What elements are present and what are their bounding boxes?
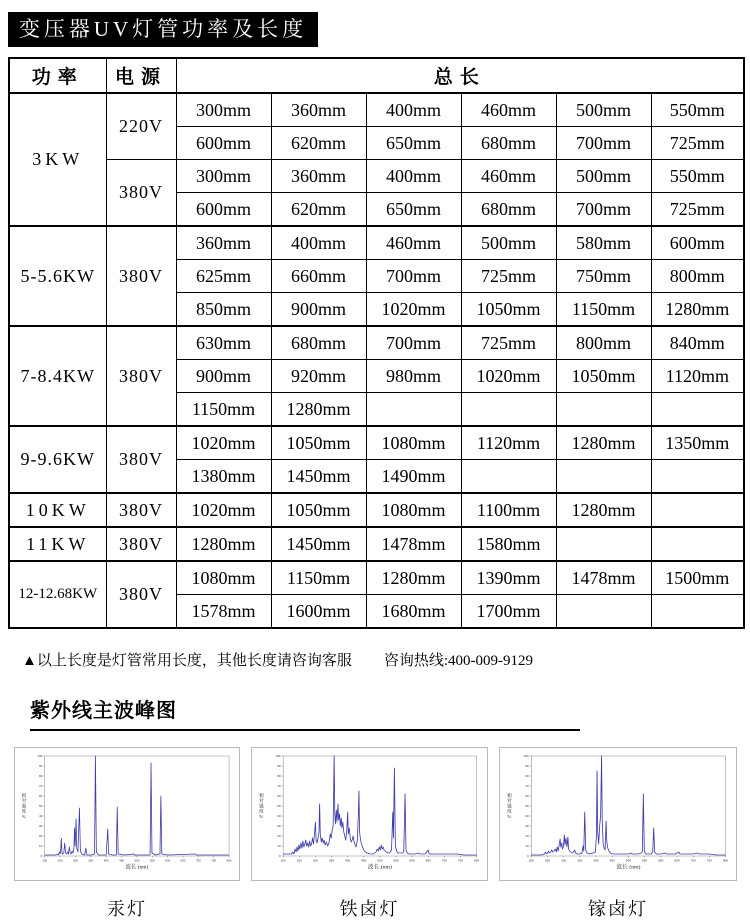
x-tick-label: 750 xyxy=(457,858,464,863)
power-cell: 11KW xyxy=(9,527,106,561)
length-cell: 700mm xyxy=(556,127,651,160)
x-tick-label: 650 xyxy=(425,858,431,863)
length-cell: 460mm xyxy=(461,160,556,193)
x-tick-label: 300 xyxy=(561,858,567,863)
length-cell: 1478mm xyxy=(556,561,651,595)
y-tick-label: 30 xyxy=(38,824,43,829)
y-axis-title-char: % xyxy=(22,813,26,819)
y-tick-label: 60 xyxy=(525,794,529,799)
length-cell: 360mm xyxy=(271,93,366,127)
length-cell: 725mm xyxy=(461,260,556,293)
x-tick-label: 650 xyxy=(180,858,186,863)
header-source: 电源 xyxy=(106,58,176,93)
length-cell: 1150mm xyxy=(271,561,366,595)
x-tick-label: 250 xyxy=(544,858,551,863)
length-cell: 900mm xyxy=(271,293,366,327)
length-cell: 1350mm xyxy=(651,426,744,460)
length-cell xyxy=(556,393,651,427)
length-cell: 725mm xyxy=(461,326,556,360)
table-row xyxy=(9,226,744,260)
length-cell: 1580mm xyxy=(461,527,556,561)
power-cell: 5-5.6KW xyxy=(9,226,106,326)
length-cell: 980mm xyxy=(366,360,461,393)
y-tick-label: 90 xyxy=(525,764,529,769)
y-axis-title-char: 对 xyxy=(507,798,512,804)
y-tick-label: 70 xyxy=(525,784,529,789)
y-tick-label: 10 xyxy=(38,844,43,849)
length-cell: 840mm xyxy=(651,326,744,360)
y-tick-label: 90 xyxy=(277,764,281,769)
spectrum-svg-mercury xyxy=(15,748,239,880)
x-tick-label: 200 xyxy=(280,858,286,863)
length-cell: 1280mm xyxy=(176,527,271,561)
length-cell: 620mm xyxy=(271,193,366,227)
power-cell: 7-8.4KW xyxy=(9,326,106,426)
length-cell: 1280mm xyxy=(366,561,461,595)
length-cell: 1280mm xyxy=(556,493,651,527)
y-tick-label: 20 xyxy=(38,834,43,839)
table-row xyxy=(9,326,744,360)
length-cell: 620mm xyxy=(271,127,366,160)
length-cell: 1578mm xyxy=(176,595,271,629)
y-tick-label: 50 xyxy=(525,804,529,809)
y-axis-title-char: 强 xyxy=(507,803,512,809)
spectrum-line xyxy=(45,756,229,855)
length-cell: 700mm xyxy=(556,193,651,227)
length-cell: 300mm xyxy=(176,160,271,193)
x-tick-label: 400 xyxy=(345,858,351,863)
y-axis-title-char: 强 xyxy=(259,803,264,809)
length-cell: 1080mm xyxy=(366,493,461,527)
x-tick-label: 800 xyxy=(226,858,232,863)
y-tick-label: 30 xyxy=(277,824,281,829)
length-cell: 1150mm xyxy=(556,293,651,327)
y-tick-label: 50 xyxy=(277,804,281,809)
y-tick-label: 0 xyxy=(278,854,281,859)
y-tick-label: 100 xyxy=(275,754,281,759)
page-title: 变压器UV灯管功率及长度 xyxy=(8,12,318,47)
header-power: 功率 xyxy=(9,58,106,93)
length-cell: 700mm xyxy=(366,326,461,360)
table-row xyxy=(9,561,744,595)
length-cell: 650mm xyxy=(366,193,461,227)
spectrum-chart-gallium-halide xyxy=(499,747,737,881)
x-axis-title: 波长 (nm) xyxy=(367,864,392,871)
length-cell: 1050mm xyxy=(461,293,556,327)
x-tick-label: 300 xyxy=(72,858,78,863)
length-cell: 800mm xyxy=(556,326,651,360)
length-cell: 600mm xyxy=(651,226,744,260)
length-cell: 650mm xyxy=(366,127,461,160)
x-tick-label: 550 xyxy=(149,858,155,863)
length-cell: 550mm xyxy=(651,93,744,127)
source-cell: 220V xyxy=(106,93,176,160)
chart-label-gallium-halide: 镓卤灯 xyxy=(588,899,648,919)
y-axis-title-char: 强 xyxy=(21,803,27,809)
y-tick-label: 10 xyxy=(525,844,529,849)
spec-table xyxy=(8,57,745,629)
length-cell: 1150mm xyxy=(176,393,271,427)
y-tick-label: 80 xyxy=(277,774,281,779)
source-cell: 380V xyxy=(106,527,176,561)
spectrum-chart-mercury xyxy=(14,747,240,881)
length-cell: 1280mm xyxy=(271,393,366,427)
x-tick-label: 600 xyxy=(165,858,171,863)
x-tick-label: 200 xyxy=(528,858,534,863)
table-row xyxy=(9,93,744,127)
spectrum-svg-iron-halide xyxy=(252,748,487,880)
length-cell: 680mm xyxy=(271,326,366,360)
x-tick-label: 650 xyxy=(674,858,680,863)
y-axis-title-char: 相 xyxy=(21,792,27,799)
length-cell: 1100mm xyxy=(461,493,556,527)
power-cell: 3KW xyxy=(9,93,106,226)
y-tick-label: 40 xyxy=(277,814,281,819)
length-cell xyxy=(651,595,744,629)
length-cell xyxy=(366,393,461,427)
length-cell: 725mm xyxy=(651,127,744,160)
table-header-row xyxy=(9,58,744,93)
length-cell xyxy=(651,493,744,527)
length-cell: 680mm xyxy=(461,193,556,227)
length-cell: 300mm xyxy=(176,93,271,127)
spectrum-line xyxy=(283,756,476,855)
y-axis-title-char: 度 xyxy=(21,808,27,814)
x-tick-label: 400 xyxy=(593,858,599,863)
x-tick-label: 500 xyxy=(134,858,140,863)
length-cell: 1450mm xyxy=(271,527,366,561)
spectrum-svg-gallium-halide xyxy=(500,748,736,880)
length-cell: 1020mm xyxy=(176,426,271,460)
x-tick-label: 450 xyxy=(119,858,125,863)
power-cell: 12-12.68KW xyxy=(9,561,106,628)
table-row xyxy=(9,493,744,527)
length-cell: 550mm xyxy=(651,160,744,193)
y-tick-label: 80 xyxy=(525,774,529,779)
x-tick-label: 600 xyxy=(409,858,415,863)
table-row xyxy=(9,426,744,460)
y-tick-label: 40 xyxy=(525,814,529,819)
length-cell: 1080mm xyxy=(176,561,271,595)
table-row xyxy=(9,160,744,193)
source-cell: 380V xyxy=(106,493,176,527)
y-tick-label: 20 xyxy=(277,834,281,839)
length-cell: 920mm xyxy=(271,360,366,393)
plot-border xyxy=(45,756,229,856)
x-tick-label: 700 xyxy=(690,858,696,863)
length-cell: 1600mm xyxy=(271,595,366,629)
chart-labels xyxy=(14,895,750,921)
length-cell: 500mm xyxy=(556,93,651,127)
x-tick-label: 250 xyxy=(296,858,302,863)
x-tick-label: 600 xyxy=(658,858,664,863)
y-tick-label: 40 xyxy=(38,814,43,819)
spectrum-line xyxy=(531,756,725,855)
length-cell: 1050mm xyxy=(271,493,366,527)
source-cell: 380V xyxy=(106,226,176,326)
length-cell: 900mm xyxy=(176,360,271,393)
x-tick-label: 700 xyxy=(195,858,201,863)
y-axis-title-char: 度 xyxy=(259,808,264,814)
x-tick-label: 250 xyxy=(57,858,63,863)
source-cell: 380V xyxy=(106,160,176,227)
y-tick-label: 90 xyxy=(38,764,43,769)
length-cell: 600mm xyxy=(176,193,271,227)
length-cell: 580mm xyxy=(556,226,651,260)
charts-row xyxy=(14,747,750,881)
length-cell: 360mm xyxy=(271,160,366,193)
length-cell xyxy=(556,527,651,561)
y-axis-title-char: 对 xyxy=(21,798,27,804)
length-cell: 725mm xyxy=(651,193,744,227)
length-cell: 1500mm xyxy=(651,561,744,595)
y-tick-label: 80 xyxy=(38,774,43,779)
x-tick-label: 300 xyxy=(312,858,319,863)
chart-label-mercury: 汞灯 xyxy=(107,899,147,919)
header-total-length: 总长 xyxy=(176,58,744,93)
y-tick-label: 50 xyxy=(38,804,43,809)
length-cell: 1020mm xyxy=(366,293,461,327)
length-cell: 800mm xyxy=(651,260,744,293)
length-cell: 1050mm xyxy=(271,426,366,460)
length-cell: 850mm xyxy=(176,293,271,327)
x-tick-label: 800 xyxy=(474,858,480,863)
table-row xyxy=(9,527,744,561)
y-tick-label: 70 xyxy=(277,784,281,789)
y-tick-label: 0 xyxy=(40,854,43,859)
length-cell: 500mm xyxy=(461,226,556,260)
x-tick-label: 450 xyxy=(609,858,615,863)
chart-label-iron-halide: 铁卤灯 xyxy=(339,899,400,919)
length-cell: 680mm xyxy=(461,127,556,160)
x-tick-label: 800 xyxy=(722,858,729,863)
x-tick-label: 350 xyxy=(88,858,94,863)
length-cell: 1478mm xyxy=(366,527,461,561)
y-axis-title-char: 相 xyxy=(259,793,264,798)
source-cell: 380V xyxy=(106,326,176,426)
length-cell: 1120mm xyxy=(651,360,744,393)
length-cell: 1280mm xyxy=(556,426,651,460)
x-tick-label: 200 xyxy=(42,858,48,863)
y-tick-label: 100 xyxy=(523,754,529,759)
x-tick-label: 500 xyxy=(625,858,632,863)
length-cell: 630mm xyxy=(176,326,271,360)
length-cell: 460mm xyxy=(461,93,556,127)
length-cell: 1050mm xyxy=(556,360,651,393)
length-cell: 660mm xyxy=(271,260,366,293)
length-cell xyxy=(651,527,744,561)
length-cell: 1700mm xyxy=(461,595,556,629)
y-tick-label: 30 xyxy=(525,824,529,829)
x-axis-title: 波长 (nm) xyxy=(125,864,149,871)
x-tick-label: 550 xyxy=(642,858,648,863)
length-cell xyxy=(651,460,744,494)
x-axis-title: 波长 (nm) xyxy=(616,864,641,871)
length-cell xyxy=(556,460,651,494)
x-tick-label: 500 xyxy=(377,858,383,863)
power-cell: 10KW xyxy=(9,493,106,527)
section-heading: 紫外线主波峰图 xyxy=(30,694,580,731)
length-cell: 460mm xyxy=(366,226,461,260)
x-tick-label: 700 xyxy=(441,858,447,863)
length-cell: 400mm xyxy=(366,93,461,127)
y-tick-label: 0 xyxy=(526,854,529,859)
power-cell: 9-9.6KW xyxy=(9,426,106,493)
length-cell: 600mm xyxy=(176,127,271,160)
length-cell: 1380mm xyxy=(176,460,271,494)
x-tick-label: 400 xyxy=(103,858,109,863)
length-cell xyxy=(461,460,556,494)
length-cell: 400mm xyxy=(271,226,366,260)
length-cell: 1120mm xyxy=(461,426,556,460)
x-tick-label: 750 xyxy=(211,858,217,863)
length-cell: 1280mm xyxy=(651,293,744,327)
length-cell: 1020mm xyxy=(176,493,271,527)
y-tick-label: 60 xyxy=(277,794,281,799)
length-cell: 625mm xyxy=(176,260,271,293)
y-tick-label: 10 xyxy=(277,844,281,849)
x-tick-label: 450 xyxy=(361,858,367,863)
footnote xyxy=(22,649,750,670)
y-axis-title-char: 度 xyxy=(507,808,512,814)
length-cell: 500mm xyxy=(556,160,651,193)
y-axis-title-char: 相 xyxy=(507,793,512,798)
footnote-note: ▲以上长度是灯管常用长度，其他长度请咨询客服 xyxy=(22,653,352,669)
y-tick-label: 20 xyxy=(525,834,529,839)
x-tick-label: 350 xyxy=(328,858,335,863)
length-cell: 400mm xyxy=(366,160,461,193)
length-cell xyxy=(556,595,651,629)
x-tick-label: 750 xyxy=(706,858,712,863)
length-cell xyxy=(461,393,556,427)
length-cell xyxy=(651,393,744,427)
y-tick-label: 70 xyxy=(38,784,43,789)
y-tick-label: 100 xyxy=(37,754,43,759)
x-tick-label: 350 xyxy=(577,858,583,863)
footnote-hotline: 咨询热线:400-009-9129 xyxy=(383,653,534,669)
length-cell: 1020mm xyxy=(461,360,556,393)
spectrum-chart-iron-halide xyxy=(251,747,488,881)
length-cell: 1450mm xyxy=(271,460,366,494)
source-cell: 380V xyxy=(106,561,176,628)
length-cell: 360mm xyxy=(176,226,271,260)
length-cell: 1390mm xyxy=(461,561,556,595)
y-axis-title-char: % xyxy=(507,813,512,819)
length-cell: 1680mm xyxy=(366,595,461,629)
source-cell: 380V xyxy=(106,426,176,493)
y-tick-label: 60 xyxy=(38,794,43,799)
x-tick-label: 550 xyxy=(393,858,399,863)
y-axis-title-char: 对 xyxy=(259,798,264,804)
spec-table-body xyxy=(9,93,744,628)
length-cell: 1080mm xyxy=(366,426,461,460)
length-cell: 1490mm xyxy=(366,460,461,494)
y-axis-title-char: % xyxy=(259,813,264,819)
length-cell: 750mm xyxy=(556,260,651,293)
length-cell: 700mm xyxy=(366,260,461,293)
